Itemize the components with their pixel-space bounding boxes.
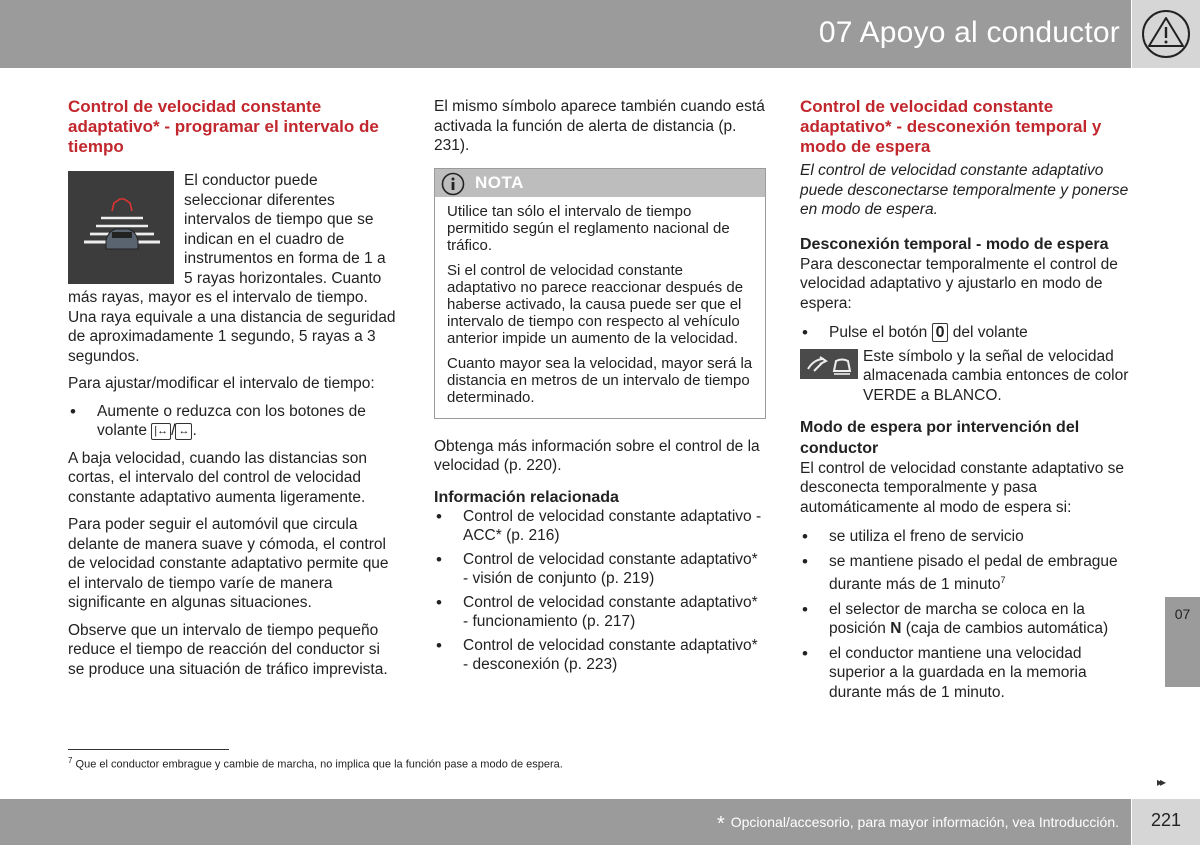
warning-box <box>1132 0 1200 68</box>
separator-text: / <box>171 422 176 439</box>
footnote <box>68 756 563 771</box>
list-item <box>800 323 1135 343</box>
gear-text-end: (caja de cambios automática) <box>905 620 1109 638</box>
footnote-text: Que el conductor embrague y cambie de marcha, no implica que la función pase a modo de espera. <box>75 758 563 771</box>
note-paragraph: Si el control de velocidad constante adaptativo no parece reaccionar después de haberse activado, la causa puede ser que el intervalo de tiempo con respecto al vehículo anterior impide un aumento de la velocidad. <box>447 261 744 347</box>
interval-increase-icon: ↔ <box>175 423 192 440</box>
info-icon <box>441 172 465 196</box>
related-link[interactable]: • Control de velocidad constante adaptativo - ACC* (p. 216) <box>434 507 766 546</box>
page-number: 221 <box>1150 810 1182 830</box>
gear-n: N <box>890 620 902 638</box>
warning-triangle-icon <box>1132 0 1200 68</box>
footer-note <box>717 813 1119 836</box>
press-button-list <box>800 323 1135 343</box>
note-paragraph: Utilice tan sólo el intervalo de tiempo permitido según el reglamento nacional de tráfico. <box>447 202 730 254</box>
footnote-mark: 7 <box>68 756 73 765</box>
cruise-control-standby-icon <box>800 349 858 379</box>
driver-intervention-heading: Modo de espera por intervención del conductor <box>800 418 1080 457</box>
distance-bars-car-icon <box>68 171 174 284</box>
interval-decrease-icon: |↔ <box>151 423 171 440</box>
steering-wheel-button-0: 0 <box>932 323 949 342</box>
column-middle <box>434 97 766 683</box>
symbol-description: Este símbolo y la señal de velocidad almacenada cambia entonces de color VERDE a BLANCO. <box>863 347 1129 404</box>
continue-arrows-icon: ▸▸ <box>1157 775 1164 789</box>
low-speed-paragraph: A baja velocidad, cuando las distancias son cortas, el intervalo del control de velocidad constante adaptativo aumenta ligeramente. <box>68 449 368 506</box>
standby-conditions-list <box>800 527 1135 702</box>
note-title: NOTA <box>475 172 524 192</box>
section-heading-interval: Control de velocidad constante adaptativo* - programar el intervalo de tiempo <box>68 97 379 156</box>
bullet-end-text: . <box>192 422 197 439</box>
chapter-side-tab-label: 07 <box>1174 606 1191 622</box>
list-item <box>800 552 1135 595</box>
clutch-text: se mantiene pisado el pedal de embrague durante más de 1 minuto <box>829 552 1118 594</box>
section-heading-standby: Control de velocidad constante adaptativo* - desconexión temporal y modo de espera <box>800 97 1102 156</box>
note-body <box>435 197 765 418</box>
adjust-bullet-text: Aumente o reduzca con los botones de volante <box>97 402 366 439</box>
related-link[interactable]: • Control de velocidad constante adaptativo* - funcionamiento (p. 217) <box>434 593 766 632</box>
temporary-disconnect-heading: Desconexión temporal - modo de espera <box>800 235 1109 253</box>
observe-paragraph: Observe que un intervalo de tiempo pequeño reduce el tiempo de reacción del conductor si se produce una situación de tráfico imprevista. <box>68 621 388 678</box>
note-box <box>434 168 766 419</box>
list-item <box>68 402 396 441</box>
footnote-divider <box>68 749 229 750</box>
related-link[interactable]: • Control de velocidad constante adaptativo* - desconexión (p. 223) <box>434 636 766 675</box>
driver-intervention-paragraph: El control de velocidad constante adaptativo se desconecta temporalmente y pasa automáticamente al modo de espera si: <box>800 459 1124 516</box>
column-right <box>800 97 1135 710</box>
related-list <box>434 507 766 675</box>
figure-description: El conductor puede seleccionar diferentes intervalos de tiempo que se indican en el cuadro de instrumentos en forma de 1 a 5 rayas horizontales. Cuanto más rayas, mayor es el intervalo de tiempo. Una raya equivale a una distancia de seguridad de aproximadamente 1 segundo, 5 rayas a 3 segundos. <box>68 172 396 365</box>
related-link[interactable]: • Control de velocidad constante adaptativo* - visión de conjunto (p. 219) <box>434 550 766 589</box>
list-item <box>800 600 1135 639</box>
list-item: • se utiliza el freno de servicio <box>800 527 1135 547</box>
note-paragraph: Cuanto mayor sea la velocidad, mayor será la distancia en metros de un intervalo de tiempo determinado. <box>447 354 753 406</box>
asterisk: * <box>717 813 725 835</box>
footer-note-text: Opcional/accesorio, para mayor información, vea Introducción. <box>730 814 1119 830</box>
list-item: • el conductor mantiene una velocidad superior a la guardada en la memoria durante más de 1 minuto. <box>800 644 1135 703</box>
note-header <box>435 169 765 197</box>
column-left <box>68 97 396 687</box>
footnote-ref[interactable]: 7 <box>1000 575 1006 585</box>
adjust-paragraph: Para ajustar/modificar el intervalo de tiempo: <box>68 375 375 392</box>
follow-paragraph: Para poder seguir el automóvil que circula delante de manera suave y cómoda, el control de velocidad constante adaptativo permite que el intervalo de tiempo varíe de manera significante en algunas situaciones. <box>68 516 389 611</box>
chapter-title: 07 Apoyo al conductor <box>818 16 1120 49</box>
press-text-end: del volante <box>952 324 1028 341</box>
press-text: Pulse el botón <box>829 324 928 341</box>
temporary-disconnect-paragraph: Para desconectar temporalmente el control de velocidad adaptativo y ajustarlo en modo de espera: <box>800 255 1118 312</box>
more-info-paragraph: Obtenga más información sobre el control de la velocidad (p. 220). <box>434 437 760 474</box>
related-info-heading: Información relacionada <box>434 488 619 506</box>
symbol-row <box>800 347 1135 407</box>
gear-text: el selector de marcha se coloca en la posición <box>829 600 1085 638</box>
same-symbol-paragraph: El mismo símbolo aparece también cuando está activada la función de alerta de distancia (p. 231). <box>434 98 765 154</box>
adjust-list <box>68 402 396 441</box>
time-interval-figure <box>68 171 174 284</box>
standby-intro: El control de velocidad constante adaptativo puede desconectarse temporalmente y ponerse en modo de espera. <box>800 162 1129 218</box>
